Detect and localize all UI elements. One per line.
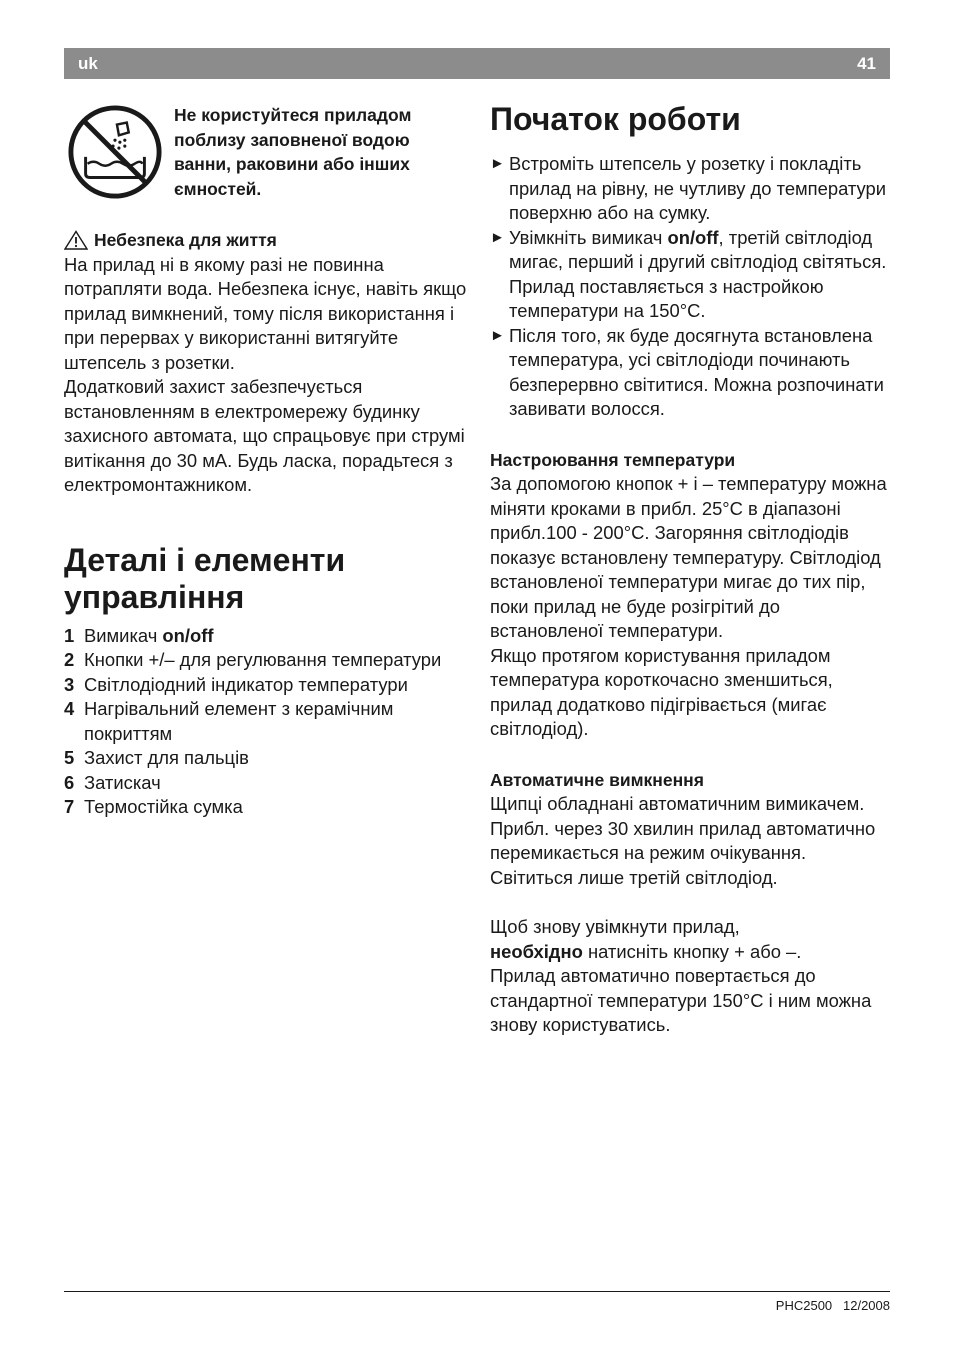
list-item: ► Увімкніть вимикач on/off, третій світлодіод мигає, перший і другий світлодіод світяться. Прилад поставляється з настройкою температури на 150°C. — [490, 226, 892, 324]
warning-triangle-icon — [64, 230, 88, 250]
list-item: 3 Світлодіодний індикатор температури — [64, 673, 408, 695]
parts-title: Деталі і елементи управління — [64, 541, 346, 615]
start-steps — [490, 152, 892, 422]
restart-instruction: необхідно натисніть кнопку + або –. — [490, 940, 802, 962]
page-header — [64, 48, 890, 79]
right-column — [490, 101, 892, 1038]
auto-off-text: Щипці обладнані автоматичним вимикачем. Прибл. через 30 хвилин прилад автоматично перемикається на режим очікування. Світиться лише третій світлодіод. — [490, 793, 876, 888]
model-number: PHC2500 — [775, 1298, 833, 1313]
list-item: ► Встроміть штепсель у розетку і покладіть прилад на рівну, не чутливу до температури поверхню або на сумку. — [490, 152, 892, 226]
left-column — [64, 101, 468, 820]
restart-text: Прилад автоматично повертається до стандартної температури 150°C і ним можна знову користуватись. — [490, 965, 872, 1035]
danger-text: На прилад ні в якому разі не повинна потрапляти вода. Небезпека існує, навіть якщо прилад вимкнений, тому після використання і при перервах у використанні витягуйте штепсель з розетки. — [64, 253, 467, 373]
list-item: 4 Нагрівальний елемент з керамічним покриттям — [64, 698, 394, 744]
danger-title: Небезпека для життя — [94, 230, 277, 250]
start-title: Початок роботи — [490, 101, 741, 137]
edition-date: 12/2008 — [843, 1298, 890, 1313]
arrow-icon: ► — [490, 228, 505, 246]
temp-title: Настроювання температури — [490, 449, 736, 470]
list-item: ► Після того, як буде досягнута встановлена температура, усі світлодіоди починають безперервно світитися. Можна розпочинати завивати волосся. — [490, 324, 892, 422]
language-code: uk — [78, 54, 98, 73]
no-water-icon — [66, 103, 164, 201]
water-warning-text: Не користуйтеся приладом поблизу заповненої водою ванни, раковини або інших ємностей. — [174, 105, 412, 199]
list-item: 6 Затискач — [64, 771, 161, 793]
list-item: 7 Термостійка сумка — [64, 796, 243, 817]
list-item: 1 Вимикач on/off — [64, 624, 214, 646]
temp-text-1: За допомогою кнопок + і – температуру можна міняти кроками в прибл. 25°C в діапазоні прибл.100 - 200°C. Загоряння світлодіодів показує встановлену температуру. Світлодіод встановленої температури мигає до тих пір, — [490, 473, 887, 592]
footer-divider — [64, 1291, 890, 1292]
water-warning — [64, 101, 468, 211]
parts-list — [64, 624, 468, 820]
footer — [776, 1298, 890, 1313]
auto-off-title: Автоматичне вимкнення — [490, 769, 704, 790]
arrow-icon: ► — [490, 326, 505, 344]
danger-heading — [64, 228, 468, 253]
arrow-icon: ► — [490, 155, 505, 172]
restart-line: Щоб знову увімкнути прилад, — [490, 916, 740, 937]
page-number: 41 — [857, 54, 876, 73]
list-item: 2 Кнопки +/– для регулювання температури — [64, 649, 442, 670]
protection-text: Додатковий захист забезпечується встановленням в електромережу будинку захисного автомата, що спрацьовує при струмі витікання до 30 мА. Будь ласка, порадьтеся з електромонтажником. — [64, 376, 465, 495]
temp-text-3: Якщо протягом користування приладом температура короткочасно зменшиться, прилад додатково підігрівається (мигає світлодіод). — [490, 644, 833, 739]
temp-text-2: поки прилад не буде розігрітий до встановленої температури. — [490, 595, 780, 641]
list-item: 5 Захист для пальців — [64, 747, 249, 768]
